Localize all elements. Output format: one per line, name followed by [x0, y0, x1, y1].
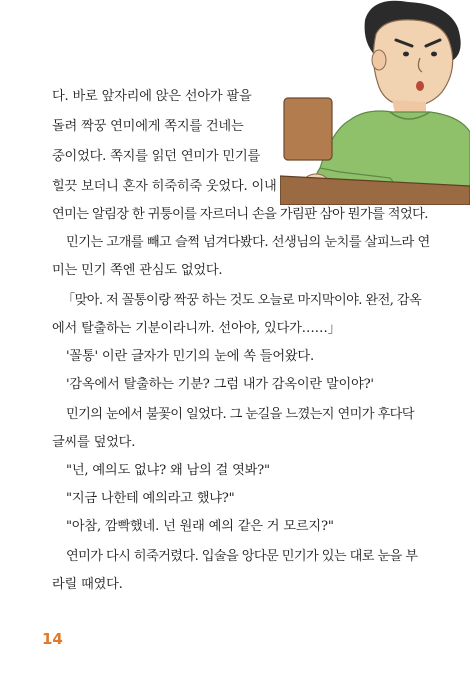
boy-mouth: [416, 81, 424, 91]
text-line: "아참, 깜빡했네. 넌 원래 예의 같은 거 모르지?": [66, 519, 334, 534]
page-number: 14: [42, 630, 63, 648]
text-line: 라릴 때였다.: [52, 577, 123, 592]
chair: [284, 98, 332, 160]
text-line: "넌, 예의도 없냐? 왜 남의 걸 엿봐?": [66, 463, 270, 478]
text-line: 연미가 다시 히죽거렸다. 입술을 앙다문 민기가 있는 대로 눈을 부: [66, 549, 418, 564]
text-line: "지금 나한테 예의라고 했냐?": [66, 491, 235, 506]
text-line: 「맞아. 저 꼴통이랑 짝꿍 하는 것도 오늘로 마지막이야. 완전, 감옥: [62, 293, 422, 308]
text-line: 글씨를 덮었다.: [52, 435, 136, 450]
boy-illustration: [280, 0, 470, 205]
text-line: 다. 바로 앞자리에 앉은 선아가 팔을: [52, 89, 252, 104]
text-line: 힐끗 보더니 혼자 히죽히죽 웃었다. 이내: [52, 179, 277, 194]
text-line: 연미는 알림장 한 귀퉁이를 자르더니 손을 가림판 삼아 뭔가를 적었다.: [52, 207, 428, 222]
text-line: 중이었다. 쪽지를 읽던 연미가 민기를: [52, 149, 261, 164]
text-line: '감옥에서 탈출하는 기분? 그럼 내가 감옥이란 말이야?': [66, 377, 374, 392]
text-line: 에서 탈출하는 기분이라니까. 선아야, 있다가……」: [52, 321, 341, 336]
text-line: 미는 민기 쪽엔 관심도 없었다.: [52, 263, 223, 278]
boy-ear: [372, 50, 386, 70]
text-line: 민기의 눈에서 불꽃이 일었다. 그 눈길을 느꼈는지 연미가 후다닥: [66, 407, 414, 422]
text-line: 민기는 고개를 빼고 슬쩍 넘겨다봤다. 선생님의 눈치를 살피느라 연: [66, 235, 430, 250]
text-line: 돌려 짝꿍 연미에게 쪽지를 건네는: [52, 119, 244, 134]
text-line: '꼴통' 이란 글자가 민기의 눈에 쏙 들어왔다.: [66, 349, 314, 364]
